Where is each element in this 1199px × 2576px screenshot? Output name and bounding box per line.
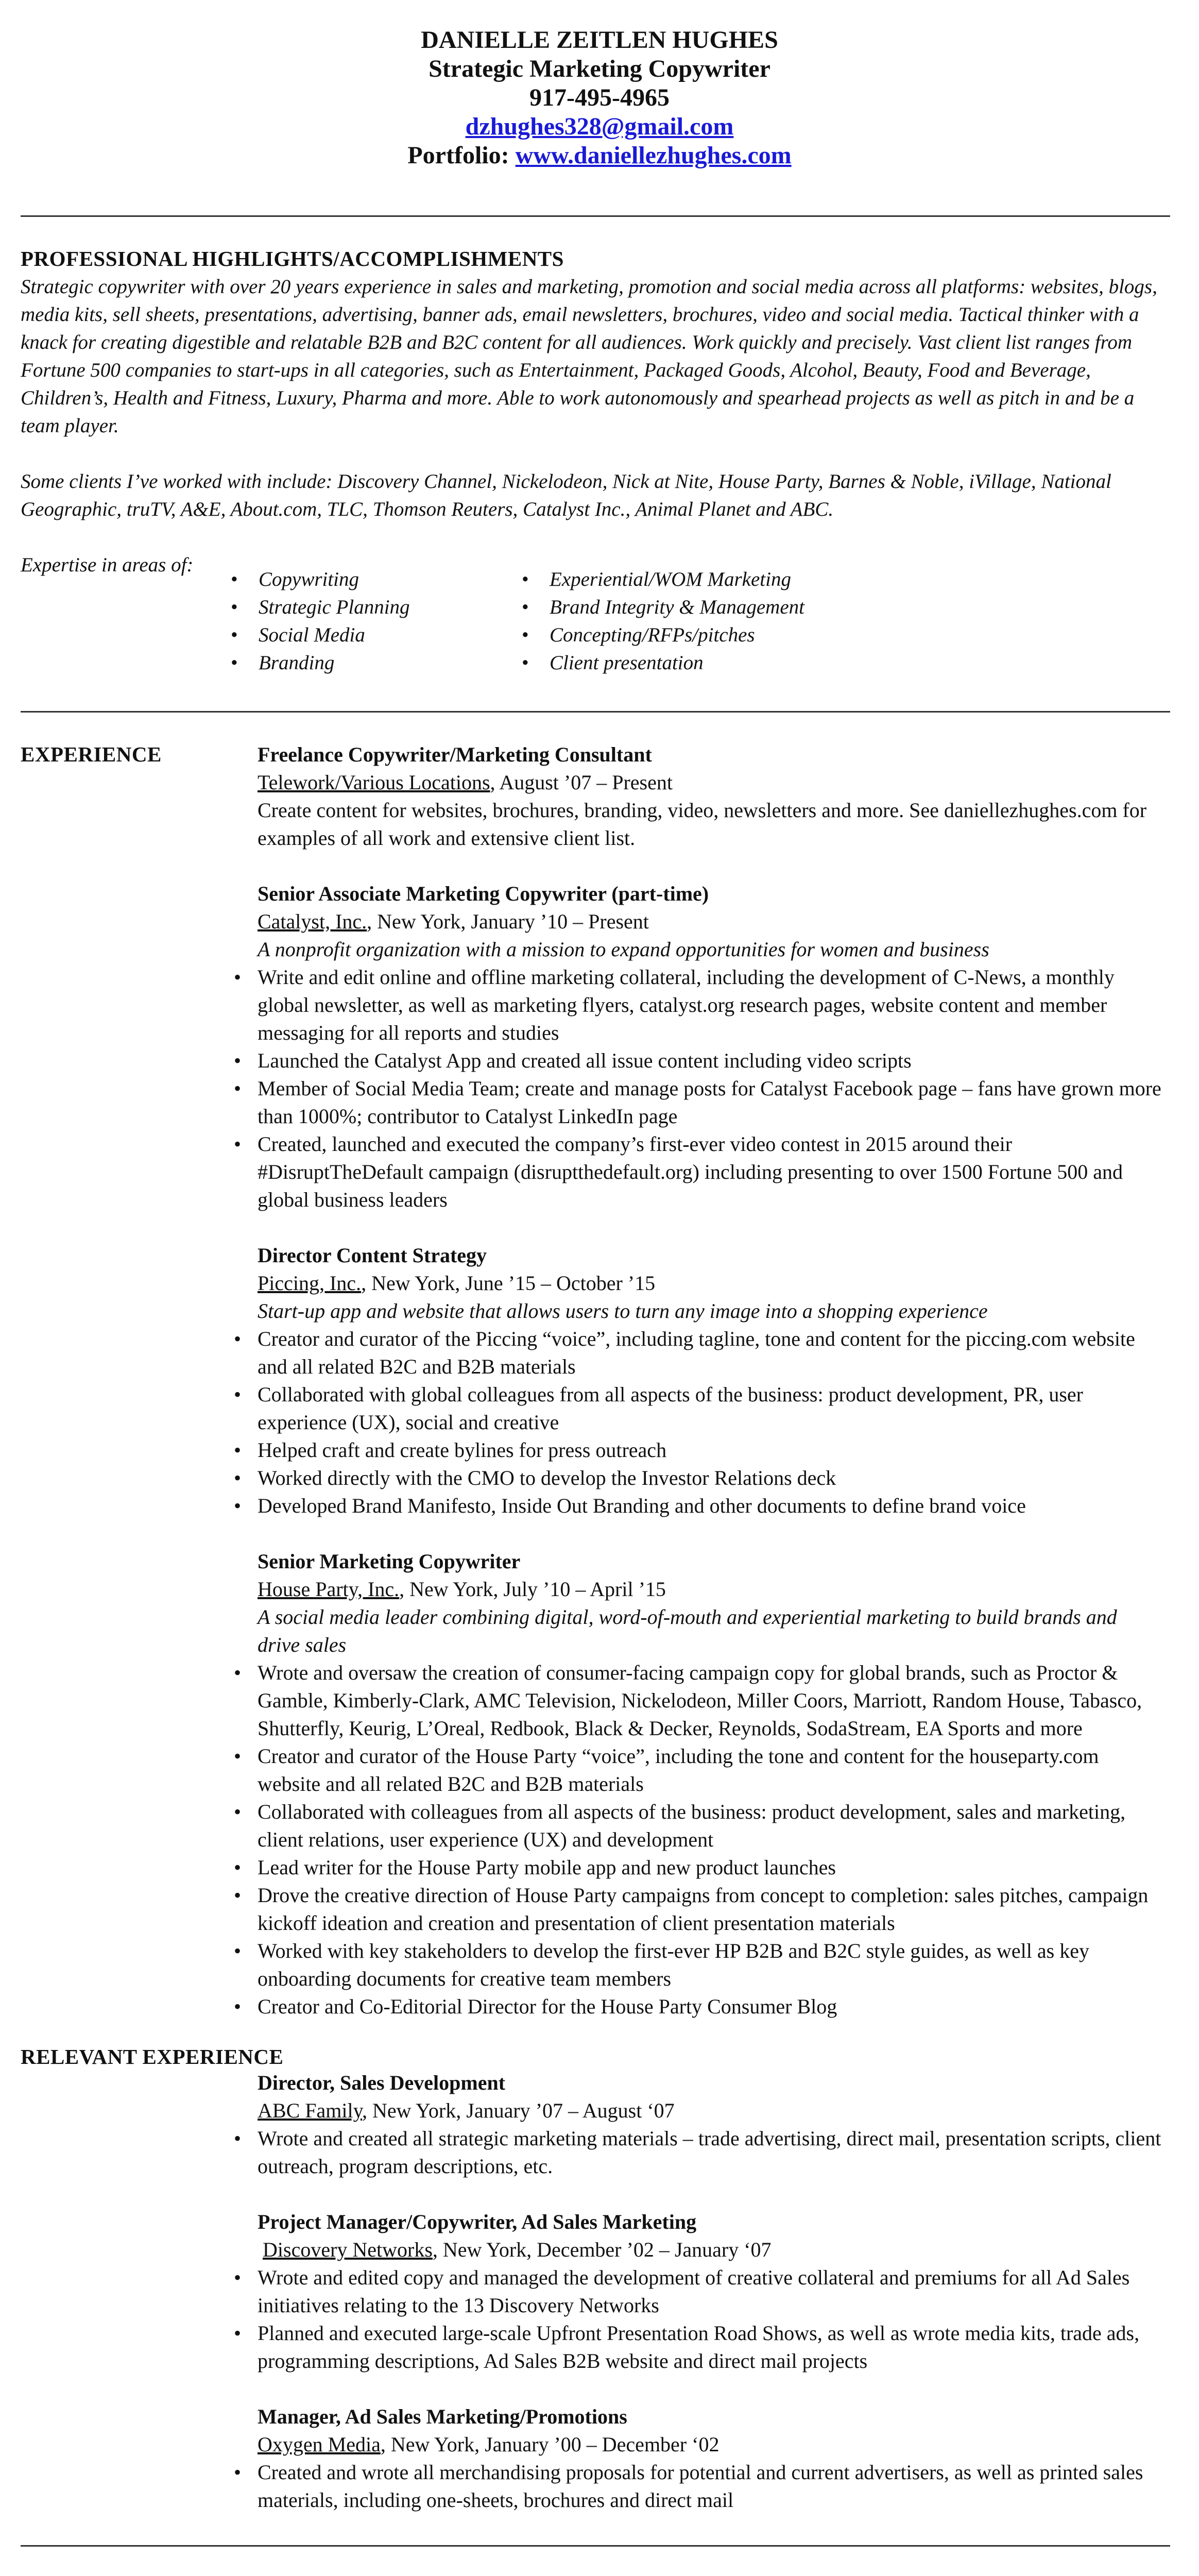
employer: Oxygen Media bbox=[258, 2433, 381, 2456]
job-entry bbox=[258, 1548, 1164, 2021]
bullet-item: • Write and edit online and offline marketing collateral, including the development of C-News, a monthly global newsletter, as well as marketing flyers, catalyst.org research pages, website content and member messaging for all reports and studies bbox=[258, 963, 1164, 1047]
job-bullets bbox=[258, 1325, 1164, 1520]
relevant-heading: RELEVANT EXPERIENCE bbox=[21, 2045, 284, 2069]
highlights-heading: PROFESSIONAL HIGHLIGHTS/ACCOMPLISHMENTS bbox=[21, 247, 564, 270]
portfolio-line bbox=[0, 141, 1199, 170]
job-entry bbox=[258, 2403, 1164, 2514]
company-description: Start-up app and website that allows users to turn any image into a shopping experience bbox=[258, 1299, 988, 1323]
bullet-item: • Created, launched and executed the company’s first-ever video contest in 2015 around their #DisruptTheDefault campaign (disruptthedefault.org) including presenting to over 1500 Fortune 500 and global business leaders bbox=[258, 1130, 1164, 1214]
expertise-item: • Social Media bbox=[221, 621, 410, 649]
expertise-item: • Concepting/RFPs/pitches bbox=[512, 621, 804, 649]
job-employer-line bbox=[258, 2236, 1164, 2264]
expertise-item: • Copywriting bbox=[221, 566, 410, 594]
summary-paragraph: Strategic copywriter with over 20 years experience in sales and marketing, promotion and social media across all platforms: websites, blogs, media kits, sell sheets, presentations, advertising, banner ads, email newsletters, brochures, video and social media. Tactical thinker with a knack for creating digestible and relatable B2B and B2C content for all audiences. Work quickly and precisely. Vast client list ranges from Fortune 500 companies to start-ups in all categories, such as Entertainment, Packaged Goods, Alcohol, Beauty, Food and Beverage, Children’s, Health and Fitness, Luxury, Pharma and more. Able to work autonomously and spearhead projects as well as pitch in and be a team player. bbox=[21, 276, 1157, 437]
job-bullets bbox=[258, 2459, 1164, 2514]
job-title: Senior Marketing Copywriter bbox=[258, 1550, 521, 1573]
job-entry bbox=[258, 2208, 1164, 2375]
bullet-item: • Creator and curator of the Piccing “voice”, including tagline, tone and content for the piccing.com website and all related B2C and B2B materials bbox=[258, 1325, 1164, 1381]
job-title: Manager, Ad Sales Marketing/Promotions bbox=[258, 2405, 627, 2428]
bullet-item: • Developed Brand Manifesto, Inside Out Branding and other documents to define brand voice bbox=[258, 1492, 1164, 1520]
job-employer-line bbox=[258, 1575, 1164, 1603]
candidate-title: Strategic Marketing Copywriter bbox=[429, 55, 770, 82]
highlights-summary bbox=[21, 273, 1169, 579]
job-dates: , August ’07 – Present bbox=[490, 771, 673, 794]
bullet-item: • Wrote and created all strategic marketing materials – trade advertising, direct mail, presentation scripts, client outreach, program descriptions, etc. bbox=[258, 2125, 1164, 2180]
experience-column bbox=[258, 741, 1164, 2048]
expertise-item: • Strategic Planning bbox=[221, 594, 410, 621]
expertise-item: • Brand Integrity & Management bbox=[512, 594, 804, 621]
employer: ABC Family bbox=[258, 2099, 362, 2122]
divider bbox=[21, 2545, 1170, 2547]
employer: Discovery Networks bbox=[263, 2238, 433, 2261]
company-description: A social media leader combining digital, word-of-mouth and experiential marketing to build brands and drive sales bbox=[258, 1605, 1117, 1656]
job-employer-line bbox=[258, 908, 1164, 936]
job-bullets bbox=[258, 2264, 1164, 2375]
job-entry bbox=[258, 2069, 1164, 2180]
job-title: Freelance Copywriter/Marketing Consultant bbox=[258, 743, 652, 766]
candidate-name: DANIELLE ZEITLEN HUGHES bbox=[421, 26, 778, 54]
portfolio-link[interactable]: www.daniellezhughes.com bbox=[515, 142, 792, 169]
job-dates: , New York, July ’10 – April ’15 bbox=[399, 1578, 666, 1601]
expertise-item: • Experiential/WOM Marketing bbox=[512, 566, 804, 594]
expertise-list-2 bbox=[512, 566, 804, 677]
job-entry bbox=[258, 880, 1164, 1214]
experience-heading: EXPERIENCE bbox=[21, 742, 162, 766]
job-bullets bbox=[258, 1659, 1164, 2021]
email-link[interactable]: dzhughes328@gmail.com bbox=[465, 113, 734, 140]
divider bbox=[21, 711, 1170, 713]
job-title: Project Manager/Copywriter, Ad Sales Marketing bbox=[258, 2210, 697, 2233]
bullet-item: • Wrote and oversaw the creation of consumer-facing campaign copy for global brands, such as Proctor & Gamble, Kimberly-Clark, AMC Television, Nickelodeon, Miller Coors, Marriott, Random House, Tabasco, Shutterfly, Keurig, L’Oreal, Redbook, Black & Decker, Reynolds, SodaStream, EA Sports and more bbox=[258, 1659, 1164, 1742]
job-text: Create content for websites, brochures, branding, video, newsletters and more. See daniellezhughes.com for examples of all work and extensive client list. bbox=[258, 799, 1147, 850]
bullet-item: • Created and wrote all merchandising proposals for potential and current advertisers, as well as printed sales materials, including one-sheets, brochures and direct mail bbox=[258, 2459, 1164, 2514]
job-dates: , New York, June ’15 – October ’15 bbox=[361, 1272, 656, 1295]
expertise-item: • Branding bbox=[221, 649, 410, 677]
bullet-item: • Wrote and edited copy and managed the development of creative collateral and premiums for all Ad Sales initiatives relating to the 13 Discovery Networks bbox=[258, 2264, 1164, 2319]
job-bullets bbox=[258, 2125, 1164, 2180]
expertise-item: • Client presentation bbox=[512, 649, 804, 677]
job-dates: , New York, January ’10 – Present bbox=[367, 910, 649, 933]
expertise-list-1 bbox=[221, 566, 410, 677]
job-title: Director, Sales Development bbox=[258, 2071, 506, 2094]
job-entry bbox=[258, 741, 1164, 852]
portfolio-label: Portfolio: bbox=[407, 142, 509, 169]
job-employer-line bbox=[258, 1269, 1164, 1297]
job-employer-line bbox=[258, 2431, 1164, 2459]
bullet-item: • Lead writer for the House Party mobile app and new product launches bbox=[258, 1854, 1164, 1882]
job-entry bbox=[258, 1242, 1164, 1520]
bullet-item: • Member of Social Media Team; create and manage posts for Catalyst Facebook page – fans have grown more than 1000%; contributor to Catalyst LinkedIn page bbox=[258, 1075, 1164, 1130]
job-dates: , New York, January ’00 – December ‘02 bbox=[380, 2433, 720, 2456]
bullet-item: • Planned and executed large-scale Upfront Presentation Road Shows, as well as wrote media kits, trade ads, programming descriptions, Ad Sales B2B website and direct mail projects bbox=[258, 2319, 1164, 2375]
divider bbox=[21, 215, 1170, 217]
phone-number: 917-495-4965 bbox=[529, 84, 670, 111]
employer: Telework/Various Locations bbox=[258, 771, 490, 794]
job-dates: , New York, January ’07 – August ‘07 bbox=[362, 2099, 675, 2122]
bullet-item: • Worked with key stakeholders to develop the first-ever HP B2B and B2C style guides, as well as key onboarding documents for creative team members bbox=[258, 1937, 1164, 1993]
clients-paragraph: Some clients I’ve worked with include: Discovery Channel, Nickelodeon, Nick at Nite, House Party, Barnes & Noble, iVillage, National Geographic, truTV, A&E, About.com, TLC, Thomson Reuters, Catalyst Inc., Animal Planet and ABC. bbox=[21, 470, 1111, 520]
bullet-item: • Collaborated with global colleagues from all aspects of the business: product development, PR, user experience (UX), social and creative bbox=[258, 1381, 1164, 1436]
bullet-item: • Creator and curator of the House Party “voice”, including the tone and content for the houseparty.com website and all related B2C and B2B materials bbox=[258, 1742, 1164, 1798]
job-dates: , New York, December ’02 – January ‘07 bbox=[432, 2238, 772, 2261]
job-employer-line bbox=[258, 769, 1164, 796]
employer: Piccing, Inc. bbox=[258, 1272, 362, 1295]
job-title: Director Content Strategy bbox=[258, 1244, 487, 1267]
employer: House Party, Inc. bbox=[258, 1578, 400, 1601]
bullet-item: • Collaborated with colleagues from all aspects of the business: product development, sales and marketing, client relations, user experience (UX) and development bbox=[258, 1798, 1164, 1854]
job-bullets bbox=[258, 963, 1164, 1214]
bullet-item: • Worked directly with the CMO to develop the Investor Relations deck bbox=[258, 1464, 1164, 1492]
employer: Catalyst, Inc. bbox=[258, 910, 367, 933]
bullet-item: • Launched the Catalyst App and created all issue content including video scripts bbox=[258, 1047, 1164, 1075]
relevant-column bbox=[258, 2069, 1164, 2542]
bullet-item: • Creator and Co-Editorial Director for the House Party Consumer Blog bbox=[258, 1993, 1164, 2021]
company-description: A nonprofit organization with a mission to expand opportunities for women and business bbox=[258, 938, 989, 961]
bullet-item: • Drove the creative direction of House Party campaigns from concept to completion: sales pitches, campaign kickoff ideation and creation and presentation of client presentation materials bbox=[258, 1882, 1164, 1937]
job-employer-line bbox=[258, 2097, 1164, 2125]
job-title: Senior Associate Marketing Copywriter (part-time) bbox=[258, 882, 709, 905]
bullet-item: • Helped craft and create bylines for press outreach bbox=[258, 1436, 1164, 1464]
expertise-label: Expertise in areas of: bbox=[21, 554, 194, 576]
resume-header bbox=[0, 26, 1199, 170]
